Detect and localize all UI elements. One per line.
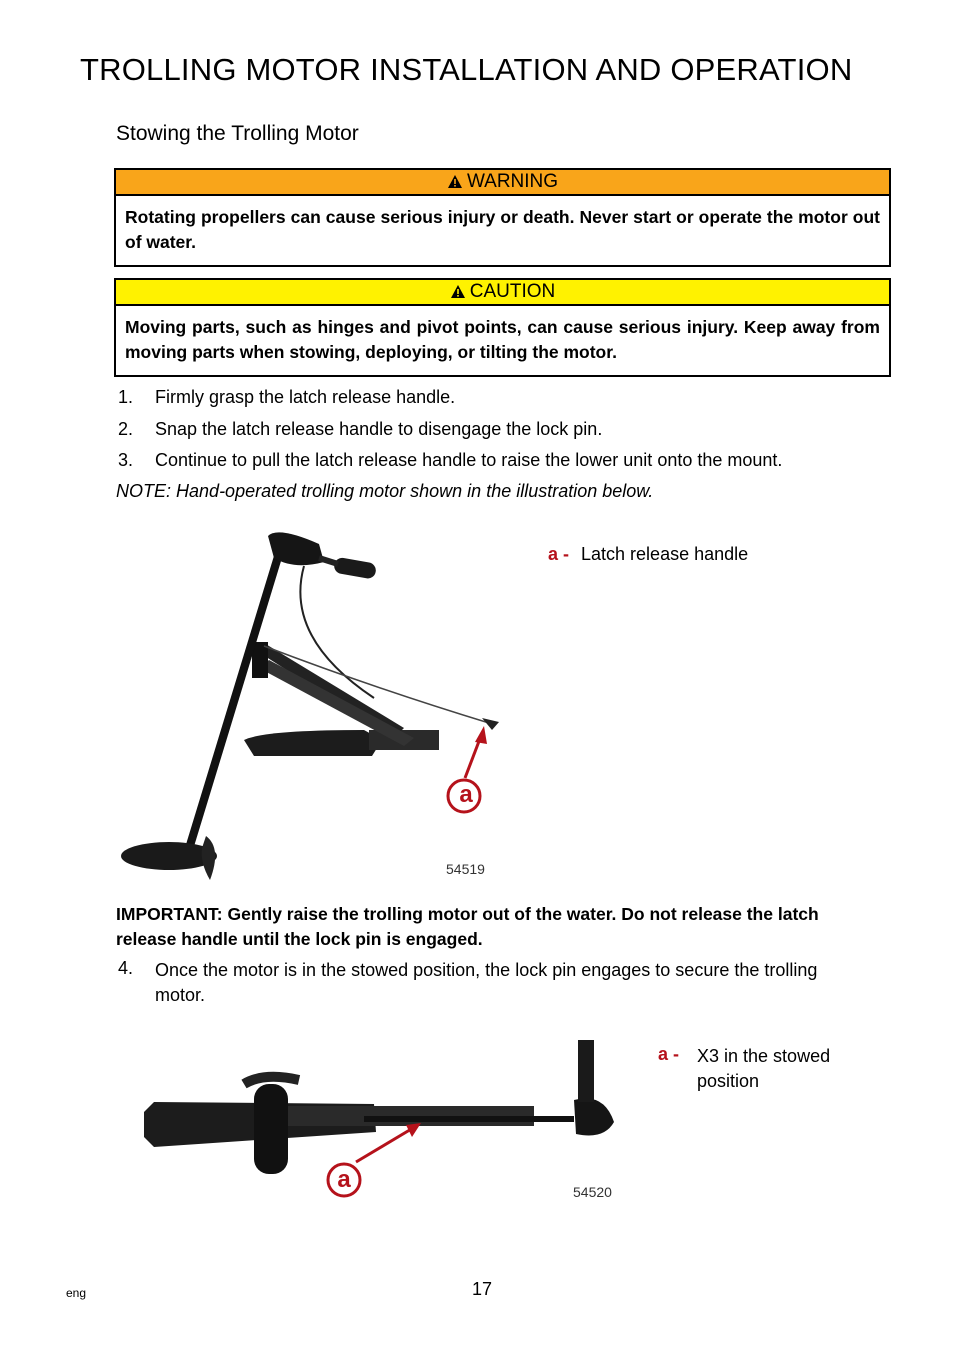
step-number: 2. [118,419,134,439]
figure-1-callout-arrow [438,716,538,816]
caution-text: Moving parts, such as hinges and pivot points, can cause serious injury. Keep away from moving parts when stowing, deploying, or tilting the motor. [125,317,880,362]
figure-2-number: 54520 [573,1184,612,1200]
caution-triangle-icon [450,282,466,306]
page-title: TROLLING MOTOR INSTALLATION AND OPERATION [80,52,853,87]
figure-1-legend [548,544,748,565]
caution-header [116,280,889,306]
step-3 [118,450,782,471]
warning-header [116,170,889,196]
figure-2-legend [658,1044,858,1094]
footer-language: eng [66,1286,87,1300]
note-label: NOTE: [116,481,172,501]
caution-box [114,278,891,377]
important-note [116,902,856,952]
page-number: 17 [472,1279,493,1299]
step-text: Firmly grasp the latch release handle. [155,387,456,407]
caution-label: CAUTION [469,281,556,302]
legend-text: Latch release handle [581,544,749,564]
warning-box [114,168,891,267]
important-text: Gently raise the trolling motor out of the water. Do not release the latch release handle until the lock pin is engaged. [116,904,819,949]
legend-text: X3 in the stowed position [697,1046,831,1091]
step-2 [118,419,602,440]
section-title: Stowing the Trolling Motor [116,122,359,145]
step-4 [118,958,858,1008]
legend-key: a - [658,1044,680,1064]
step-1 [118,387,455,408]
step-number: 1. [118,387,134,407]
step-number: 3. [118,450,134,470]
step-text: Once the motor is in the stowed position, the lock pin engages to secure the trolling motor. [155,960,818,1005]
figure-1-callout-label: a [459,781,473,808]
warning-label: WARNING [466,171,559,192]
figure-2-callout-label: a [337,1166,351,1193]
figure-1-number: 54519 [446,861,485,877]
figure-1-illustration [114,518,514,894]
legend-key: a - [548,544,570,564]
warning-text: Rotating propellers can cause serious injury or death. Never start or operate the motor out of water. [125,207,880,252]
step-text: Snap the latch release handle to disengage the lock pin. [155,419,603,439]
important-label: IMPORTANT: [116,904,223,924]
step-number: 4. [118,958,134,978]
note-text: Hand-operated trolling motor shown in the illustration below. [176,481,654,501]
step-text: Continue to pull the latch release handle to raise the lower unit onto the mount. [155,450,783,470]
warning-triangle-icon [447,172,463,196]
note [116,481,653,502]
